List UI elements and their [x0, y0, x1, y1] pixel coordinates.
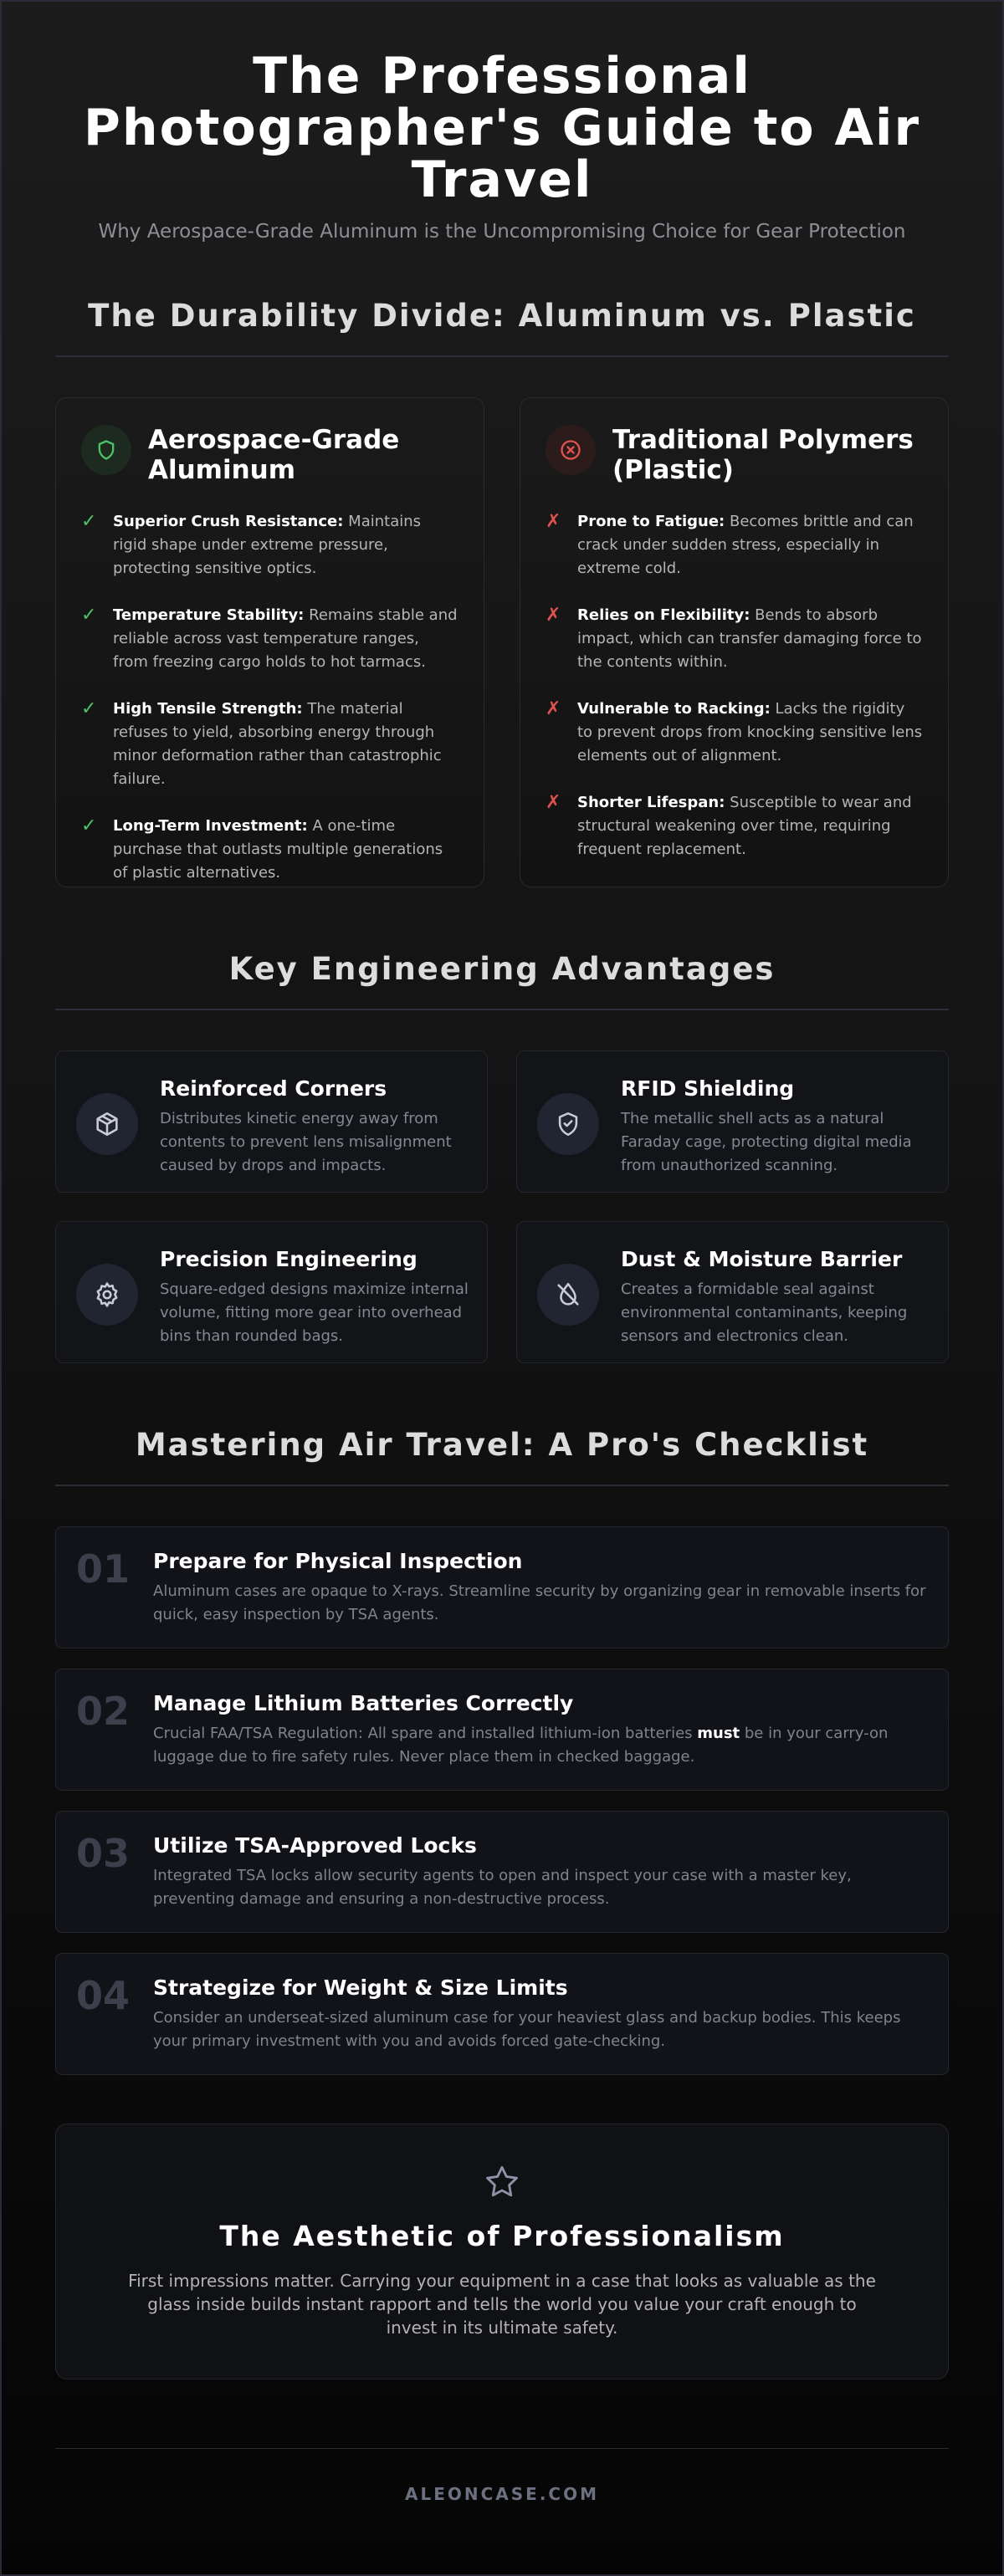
- aluminum-card-header: [81, 425, 458, 485]
- gear-icon: [76, 1264, 138, 1326]
- advantage-card-dust-moisture-barrier: [516, 1221, 949, 1363]
- list-item: [546, 698, 923, 768]
- advantage-desc: Square-edged designs maximize internal volume, fitting more gear into overhead bins than rounded bags.: [160, 1280, 469, 1345]
- checklist-step: [55, 1526, 949, 1648]
- checklist-step: [55, 1669, 949, 1791]
- x-mark-icon: ✗: [546, 605, 561, 626]
- item-label: Shorter Lifespan:: [577, 794, 725, 811]
- checklist-step: [55, 1953, 949, 2075]
- list-item: [81, 604, 458, 674]
- page-title: The Professional Photographer's Guide to Air Travel: [83, 47, 921, 209]
- x-mark-icon: ✗: [546, 792, 561, 813]
- item-text: Bends to absorb impact, which can transfer damaging force to the contents within.: [577, 606, 922, 671]
- aluminum-card-title: Aerospace-Grade Aluminum: [148, 425, 400, 485]
- check-icon: ✓: [81, 698, 97, 719]
- item-text: Becomes brittle and can crack under sudden stress, especially in extreme cold.: [577, 513, 914, 577]
- section-title-advantages: Key Engineering Advantages: [228, 951, 776, 987]
- x-circle-icon: [546, 425, 596, 475]
- item-text: Lacks the rigidity to prevent drops from knocking sensitive lens elements out of alignment.: [577, 700, 923, 764]
- advantage-card-rfid-shielding: [516, 1050, 949, 1193]
- check-icon: ✓: [81, 605, 97, 626]
- x-mark-icon: ✗: [546, 698, 561, 719]
- step-desc: Crucial FAA/TSA Regulation: All spare and installed lithium-ion batteries must be in your carry-on luggage due to fire safety rules. Never place them in checked baggage.: [153, 1725, 889, 1766]
- x-mark-icon: ✗: [546, 511, 561, 532]
- item-text: Susceptible to wear and structural weakening over time, requiring frequent replacement.: [577, 794, 912, 858]
- hero-header: [55, 2, 949, 243]
- step-desc: Integrated TSA locks allow security agents to open and inspect your case with a master key, preventing damage and ensuring a non-destructive process.: [153, 1867, 852, 1908]
- step-number: 03: [76, 1831, 131, 1876]
- section-title-checklist: Mastering Air Travel: A Pro's Checklist: [135, 1427, 869, 1463]
- section-divider: [55, 1485, 949, 1486]
- list-item: [546, 791, 923, 861]
- item-label: Superior Crush Resistance:: [113, 513, 344, 530]
- plastic-card-header: [546, 425, 923, 485]
- item-text: Maintains rigid shape under extreme pressure, protecting sensitive optics.: [113, 513, 422, 577]
- section-title-durability: The Durability Divide: Aluminum vs. Plastic: [88, 298, 916, 334]
- checklist-steps: [55, 1526, 949, 2075]
- advantage-title: RFID Shielding: [621, 1076, 795, 1101]
- durability-section: [55, 298, 949, 887]
- list-item: [81, 815, 458, 885]
- plastic-card-title: Traditional Polymers (Plastic): [612, 425, 914, 485]
- section-divider: [55, 355, 949, 357]
- advantage-card-reinforced-corners: [55, 1050, 488, 1193]
- comparison-grid: [55, 397, 949, 887]
- list-item: [81, 510, 458, 580]
- step-title: Prepare for Physical Inspection: [153, 1549, 523, 1573]
- checklist-section: [55, 1427, 949, 2075]
- advantage-desc: The metallic shell acts as a natural Faraday cage, protecting digital media from unauthorized scanning.: [621, 1110, 912, 1174]
- section-divider: [55, 1009, 949, 1010]
- item-label: High Tensile Strength:: [113, 700, 303, 718]
- item-text: Remains stable and reliable across vast temperature ranges, from freezing cargo holds to hot tarmacs.: [113, 606, 458, 671]
- checklist-step: [55, 1811, 949, 1933]
- check-icon: ✓: [81, 815, 97, 836]
- item-label: Prone to Fatigue:: [577, 513, 725, 530]
- advantage-title: Precision Engineering: [160, 1247, 417, 1271]
- aesthetic-text: First impressions matter. Carrying your equipment in a case that looks as valuable as the glass inside builds instant rapport and tells the world you value your craft enough to invest in its ultimate safety.: [128, 2271, 876, 2338]
- check-icon: ✓: [81, 511, 97, 532]
- advantage-title: Reinforced Corners: [160, 1076, 387, 1101]
- advantage-card-precision-engineering: [55, 1221, 488, 1363]
- aluminum-card: [55, 397, 484, 887]
- advantage-desc: Distributes kinetic energy away from contents to prevent lens misalignment caused by drops and impacts.: [160, 1110, 452, 1174]
- step-title: Utilize TSA-Approved Locks: [153, 1833, 477, 1858]
- plastic-card: [520, 397, 949, 887]
- list-item: [546, 510, 923, 580]
- item-text: A one-time purchase that outlasts multiple generations of plastic alternatives.: [113, 817, 443, 882]
- box-icon: [76, 1093, 138, 1155]
- advantages-grid: [55, 1050, 949, 1363]
- step-title: Strategize for Weight & Size Limits: [153, 1975, 568, 2000]
- plastic-list: [546, 510, 923, 861]
- footer-divider: [55, 2448, 949, 2449]
- step-number: 02: [76, 1689, 131, 1734]
- item-label: Relies on Flexibility:: [577, 606, 750, 624]
- page-subtitle: Why Aerospace-Grade Aluminum is the Uncompromising Choice for Gear Protection: [98, 221, 906, 243]
- shield-check-icon: [537, 1093, 599, 1155]
- step-desc: Consider an underseat-sized aluminum case for your heaviest glass and backup bodies. This keeps your primary investment with you and avoids forced gate-checking.: [153, 2009, 901, 2050]
- droplet-off-icon: [537, 1264, 599, 1326]
- aesthetic-title: The Aesthetic of Professionalism: [219, 2220, 785, 2252]
- star-icon: [123, 2163, 881, 2205]
- step-number: 01: [76, 1546, 131, 1592]
- step-number: 04: [76, 1973, 131, 2018]
- shield-icon: [81, 425, 131, 475]
- advantage-title: Dust & Moisture Barrier: [621, 1247, 903, 1271]
- item-text: The material refuses to yield, absorbing energy through minor deformation rather than catastrophic failure.: [113, 700, 442, 788]
- advantages-section: [55, 951, 949, 1363]
- step-desc: Aluminum cases are opaque to X-rays. Streamline security by organizing gear in removable inserts for quick, easy inspection by TSA agents.: [153, 1582, 926, 1623]
- step-title: Manage Lithium Batteries Correctly: [153, 1691, 574, 1715]
- footer-brand[interactable]: ALEONCASE.COM: [404, 2484, 600, 2504]
- advantage-desc: Creates a formidable seal against environmental contaminants, keeping sensors and electronics clean.: [621, 1280, 908, 1345]
- list-item: [81, 698, 458, 791]
- item-label: Temperature Stability:: [113, 606, 305, 624]
- item-label: Vulnerable to Racking:: [577, 700, 771, 718]
- item-label: Long-Term Investment:: [113, 817, 308, 835]
- list-item: [546, 604, 923, 674]
- aesthetic-card: [55, 2124, 949, 2379]
- emphasis-text: must: [697, 1725, 740, 1742]
- aluminum-list: [81, 510, 458, 885]
